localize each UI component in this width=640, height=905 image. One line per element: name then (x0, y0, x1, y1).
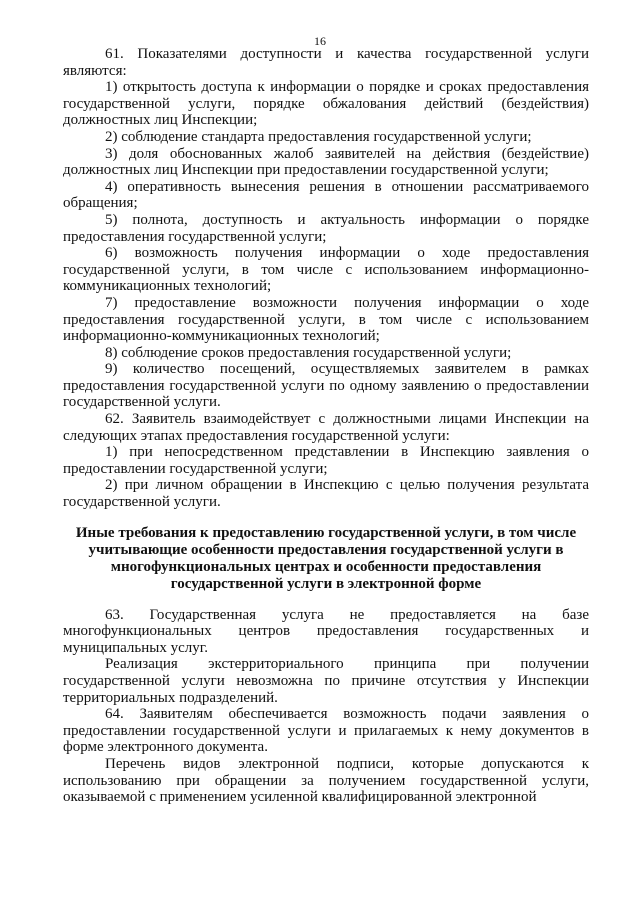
list-item-62-2: 2) при личном обращении в Инспекцию с целью получения результата государственной услуги. (63, 477, 589, 511)
list-item-1: 1) открытость доступа к информации о порядке и сроках предоставления государственной услуги, порядке обжалования действий (бездействия) должностных лиц Инспекции; (63, 79, 589, 129)
list-item-7: 7) предоставление возможности получения информации о ходе предоставления государственной услуги, в том числе с использованием информационно-коммуникационных технологий; (63, 294, 589, 345)
list-item-8: 8) соблюдение сроков предоставления государственной услуги; (105, 344, 512, 361)
paragraph-signature-types: Перечень видов электронной подписи, которые допускаются к использованию при обращении за получением государственной услуги, оказываемой с применением усиленной квалифицированной электронной (63, 755, 589, 806)
list-item-2: 2) соблюдение стандарта предоставления государственной услуги; (105, 128, 532, 145)
document-body (63, 46, 589, 806)
list-item-5: 5) полнота, доступность и актуальность информации о порядке предоставления государственной услуги; (63, 211, 589, 245)
paragraph-exterritorial: Реализация экстерриториального принципа при получении государственной услуги невозможна по причине отсутствия у Инспекции территориальных подразделений. (63, 656, 589, 706)
paragraph-64: 64. Заявителям обеспечивается возможность подачи заявления о предоставлении государственной услуги и прилагаемых к нему документов в форме электронного документа. (63, 706, 589, 756)
list-item-9: 9) количество посещений, осуществляемых заявителем в рамках предоставления государственной услуги по одному заявлению о предоставлении государственной услуги. (63, 361, 589, 411)
paragraph-62: 62. Заявитель взаимодействует с должностными лицами Инспекции на следующих этапах предоставления государственной услуги: (63, 411, 589, 444)
list-item-4: 4) оперативность вынесения решения в отношении рассматриваемого обращения; (63, 178, 589, 212)
paragraph-61: 61. Показателями доступности и качества государственной услуги являются: (63, 46, 589, 79)
section-heading: Иные требования к предоставлению государственной услуги, в том числе учитывающие особенности предоставления государственной услуги в многофункциональных центрах и особенности предоставления государственной услуги в электронной форме (75, 524, 577, 592)
page-number: 16 (314, 34, 326, 48)
list-item-62-1: 1) при непосредственном представлении в Инспекцию заявления о предоставлении государственной услуги; (63, 444, 589, 477)
paragraph-63: 63. Государственная услуга не предоставляется на базе многофункциональных центров предоставления государственных и муниципальных услуг. (63, 606, 589, 656)
list-item-3: 3) доля обоснованных жалоб заявителей на действия (бездействие) должностных лиц Инспекции при предоставлении государственной услуги; (63, 145, 589, 179)
list-item-6: 6) возможность получения информации о ходе предоставления государственной услуги, в том числе с использованием информационно-коммуникационных технологий; (63, 245, 589, 295)
